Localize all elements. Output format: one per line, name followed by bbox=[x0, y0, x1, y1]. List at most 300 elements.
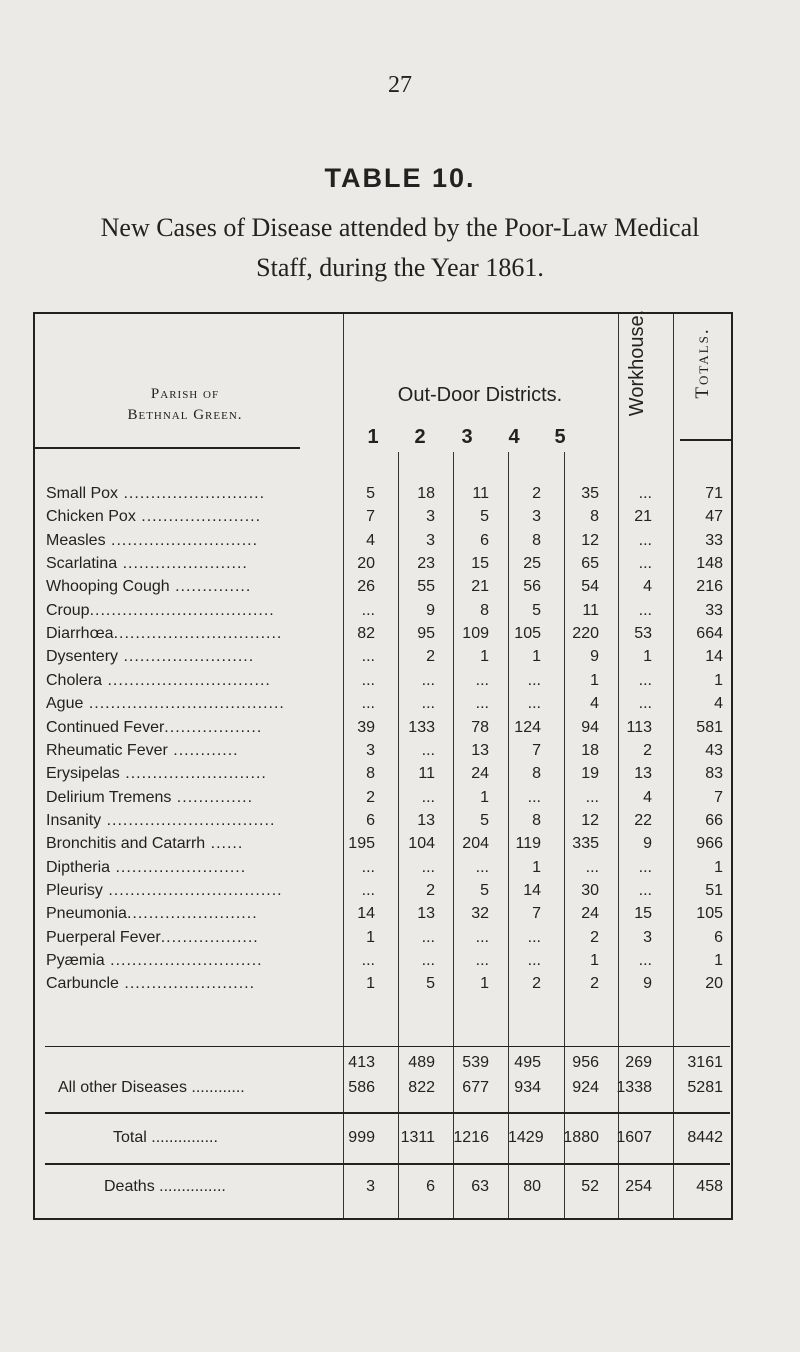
disease-label bbox=[46, 483, 336, 505]
table-cell: 33 bbox=[705, 531, 723, 549]
table-cell: 5 bbox=[426, 975, 435, 993]
table-cell: ... bbox=[475, 858, 489, 876]
table-cell: 1 bbox=[714, 858, 723, 876]
table-cell: ... bbox=[361, 858, 375, 876]
table-cell: 1 bbox=[480, 648, 489, 666]
table-row bbox=[0, 833, 800, 855]
table-cell: ... bbox=[638, 695, 652, 713]
table-row bbox=[0, 576, 800, 598]
table-row bbox=[0, 973, 800, 995]
leader-dots: .................. bbox=[164, 718, 263, 736]
table-cell: 15 bbox=[634, 905, 652, 923]
deaths-cell: 458 bbox=[696, 1178, 723, 1195]
table-cell: 20 bbox=[705, 975, 723, 993]
deaths-cell: 3 bbox=[366, 1178, 375, 1195]
disease-name: Erysipelas bbox=[46, 765, 120, 783]
table-cell: 3 bbox=[643, 928, 652, 946]
table-row bbox=[0, 903, 800, 925]
table-cell: 8 bbox=[366, 765, 375, 783]
table-cell: 9 bbox=[590, 648, 599, 666]
table-subtitle bbox=[40, 208, 760, 288]
table-cell: 23 bbox=[417, 555, 435, 573]
disease-label bbox=[46, 810, 336, 832]
disease-label bbox=[46, 833, 336, 855]
other-cell: 924 bbox=[572, 1079, 599, 1096]
other-cell: 677 bbox=[462, 1079, 489, 1096]
page-number: 27 bbox=[388, 72, 412, 98]
table-cell: 1 bbox=[643, 648, 652, 666]
table-title: TABLE 10. bbox=[324, 163, 476, 193]
deaths-row bbox=[0, 1176, 800, 1198]
disease-name: Diarrhœa bbox=[46, 625, 114, 643]
table-cell: ... bbox=[638, 671, 652, 689]
table-cell: ... bbox=[585, 788, 599, 806]
header-parish bbox=[40, 384, 330, 426]
leader-dots: ........................ bbox=[118, 648, 255, 666]
table-cell: 71 bbox=[705, 485, 723, 502]
total-cell: 1607 bbox=[616, 1129, 652, 1146]
table-cell: 1 bbox=[366, 928, 375, 946]
table-cell: ... bbox=[475, 952, 489, 969]
header-district-5: 5 bbox=[554, 426, 566, 448]
table-cell: ... bbox=[361, 695, 375, 713]
table-cell: 1 bbox=[480, 788, 489, 806]
header-workhouse: Workhouse. bbox=[626, 309, 648, 417]
disease-label bbox=[46, 553, 336, 575]
subtotal-cell: 956 bbox=[572, 1054, 599, 1071]
table-cell: ... bbox=[361, 952, 375, 969]
disease-label bbox=[46, 646, 336, 668]
table-cell: ... bbox=[421, 788, 435, 806]
table-cell: 104 bbox=[408, 835, 435, 853]
leader-dots: ............................ bbox=[104, 952, 263, 969]
table-cell: 12 bbox=[581, 531, 599, 549]
table-cell: 26 bbox=[357, 578, 375, 596]
table-cell: 2 bbox=[590, 975, 599, 993]
table-cell: 4 bbox=[643, 578, 652, 596]
table-cell: 94 bbox=[581, 718, 599, 736]
disease-name: Rheumatic Fever bbox=[46, 741, 168, 759]
other-diseases-row bbox=[0, 1077, 800, 1099]
disease-name: Whooping Cough bbox=[46, 578, 170, 596]
table-cell: 4 bbox=[590, 695, 599, 713]
other-cell: 934 bbox=[514, 1079, 541, 1096]
table-cell: ... bbox=[361, 881, 375, 899]
table-cell: 7 bbox=[366, 508, 375, 526]
deaths-text: Deaths bbox=[104, 1178, 155, 1195]
table-cell: 21 bbox=[634, 508, 652, 526]
total-rule bbox=[45, 1112, 730, 1114]
table-cell: 51 bbox=[705, 881, 723, 899]
table-cell: 105 bbox=[696, 905, 723, 923]
leader-dots: .................................... bbox=[83, 695, 285, 713]
table-cell: 82 bbox=[357, 625, 375, 643]
header-district-2: 2 bbox=[414, 426, 426, 448]
table-cell: 195 bbox=[348, 835, 375, 853]
table-cell: ... bbox=[638, 858, 652, 876]
table-cell: 55 bbox=[417, 578, 435, 596]
table-cell: 6 bbox=[480, 531, 489, 549]
leader-dots: .............................. bbox=[102, 671, 271, 689]
table-row bbox=[0, 670, 800, 692]
header-rule-right bbox=[680, 439, 732, 441]
leader-dots: ............................... bbox=[113, 625, 283, 643]
table-cell: ... bbox=[475, 695, 489, 713]
table-row bbox=[0, 506, 800, 528]
table-cell: 2 bbox=[426, 648, 435, 666]
table-cell: 11 bbox=[582, 601, 599, 619]
table-cell: 47 bbox=[705, 508, 723, 526]
table-cell: 8 bbox=[532, 531, 541, 549]
table-cell: 1 bbox=[366, 975, 375, 993]
table-cell: 109 bbox=[462, 625, 489, 643]
disease-label bbox=[46, 670, 336, 692]
deaths-label bbox=[104, 1176, 226, 1198]
table-row bbox=[0, 600, 800, 622]
table-cell: 966 bbox=[696, 835, 723, 853]
leader-dots: .............. bbox=[171, 788, 254, 806]
subtitle-line-1: New Cases of Disease attended by the Poor-Law Medical bbox=[100, 213, 700, 242]
table-row bbox=[0, 740, 800, 762]
total-cell: 1216 bbox=[453, 1129, 489, 1146]
table-cell: ... bbox=[585, 858, 599, 876]
table-row bbox=[0, 717, 800, 739]
table-row bbox=[0, 530, 800, 552]
table-cell: ... bbox=[421, 858, 435, 876]
total-cell: 8442 bbox=[687, 1129, 723, 1146]
leader-dots: .......................... bbox=[118, 485, 266, 502]
total-label bbox=[113, 1127, 218, 1149]
total-cell: 1311 bbox=[400, 1129, 435, 1146]
table-cell: 2 bbox=[532, 975, 541, 993]
table-cell: 22 bbox=[634, 811, 652, 829]
table-cell: 9 bbox=[426, 601, 435, 619]
total-row bbox=[0, 1127, 800, 1149]
table-row bbox=[0, 857, 800, 879]
table-cell: 66 bbox=[705, 811, 723, 829]
total-cell: 999 bbox=[348, 1129, 375, 1146]
disease-name: Diptheria bbox=[46, 858, 111, 876]
leader-dots: .............. bbox=[169, 578, 252, 596]
table-cell: 8 bbox=[480, 601, 489, 619]
disease-label bbox=[46, 506, 336, 528]
table-cell: ... bbox=[527, 788, 541, 806]
leader-dots: ........................... bbox=[105, 531, 259, 549]
table-cell: 2 bbox=[532, 485, 541, 502]
table-cell: 14 bbox=[357, 905, 375, 923]
table-cell: 2 bbox=[590, 928, 599, 946]
table-row bbox=[0, 810, 800, 832]
table-cell: 65 bbox=[581, 555, 599, 573]
table-cell: 6 bbox=[366, 811, 375, 829]
table-cell: 13 bbox=[471, 741, 489, 759]
table-cell: 20 bbox=[357, 555, 375, 573]
table-cell: 2 bbox=[426, 881, 435, 899]
total-cell: 1429 bbox=[508, 1129, 544, 1146]
table-cell: ... bbox=[421, 741, 435, 759]
table-cell: 8 bbox=[532, 765, 541, 783]
table-cell: ... bbox=[638, 485, 652, 502]
subtotal-cell: 539 bbox=[462, 1054, 489, 1071]
table-cell: 33 bbox=[705, 601, 723, 619]
disease-name: Puerperal Fever bbox=[46, 928, 161, 946]
disease-label bbox=[46, 950, 336, 972]
leader-dots: ........................ bbox=[118, 975, 256, 993]
table-cell: 13 bbox=[417, 905, 435, 923]
table-cell: 5 bbox=[532, 601, 541, 619]
table-cell: 56 bbox=[523, 578, 541, 596]
subtotal-cell: 489 bbox=[408, 1054, 435, 1071]
subtotal-cell: 3161 bbox=[687, 1054, 723, 1071]
other-cell: 586 bbox=[348, 1079, 375, 1096]
leader-dots: ................................ bbox=[102, 881, 283, 899]
table-cell: 53 bbox=[634, 625, 652, 643]
header-rule-left bbox=[35, 447, 300, 449]
disease-label bbox=[46, 787, 336, 809]
disease-name: Ague bbox=[46, 695, 84, 713]
subtotal-cell: 413 bbox=[348, 1054, 375, 1071]
table-cell: ... bbox=[361, 648, 375, 666]
table-cell: 1 bbox=[590, 952, 599, 969]
deaths-cell: 80 bbox=[523, 1178, 541, 1195]
table-cell: 4 bbox=[366, 531, 375, 549]
table-row bbox=[0, 646, 800, 668]
leader-dots: ........................ bbox=[110, 858, 247, 876]
header-totals: Totals. bbox=[692, 327, 713, 399]
table-cell: 4 bbox=[714, 695, 723, 713]
table-row bbox=[0, 787, 800, 809]
table-cell: ... bbox=[527, 695, 541, 713]
table-cell: 5 bbox=[480, 508, 489, 526]
table-cell: 664 bbox=[696, 625, 723, 643]
table-cell: 7 bbox=[532, 741, 541, 759]
disease-label bbox=[46, 880, 336, 902]
header-district-3: 3 bbox=[461, 426, 473, 448]
leader-dots: ............ bbox=[167, 741, 239, 759]
table-cell: 6 bbox=[714, 928, 723, 946]
other-diseases-label bbox=[58, 1077, 245, 1099]
table-row bbox=[0, 927, 800, 949]
table-cell: 25 bbox=[523, 555, 541, 573]
table-cell: 105 bbox=[514, 625, 541, 643]
disease-label bbox=[46, 740, 336, 762]
table-cell: 24 bbox=[581, 905, 599, 923]
table-cell: 13 bbox=[634, 765, 652, 783]
table-row bbox=[0, 880, 800, 902]
header-parish-line-2: Bethnal Green. bbox=[127, 407, 243, 423]
table-cell: 8 bbox=[532, 811, 541, 829]
total-cell: 1880 bbox=[563, 1129, 599, 1146]
disease-name: Bronchitis and Catarrh bbox=[46, 835, 206, 853]
table-cell: 3 bbox=[426, 508, 435, 526]
disease-name: Cholera bbox=[46, 671, 103, 689]
table-cell: ... bbox=[527, 952, 541, 969]
leader-dots: ............ bbox=[186, 1079, 245, 1096]
table-cell: 9 bbox=[643, 835, 652, 853]
table-cell: ... bbox=[638, 601, 652, 619]
table-cell: 15 bbox=[471, 555, 489, 573]
table-cell: 5 bbox=[480, 881, 489, 899]
table-cell: 216 bbox=[696, 578, 723, 596]
table-cell: 7 bbox=[532, 905, 541, 923]
table-cell: ... bbox=[475, 671, 489, 689]
table-cell: 2 bbox=[366, 788, 375, 806]
disease-name: Croup bbox=[46, 601, 90, 619]
table-cell: 54 bbox=[581, 578, 599, 596]
table-cell: 1 bbox=[532, 858, 541, 876]
leader-dots: ........................ bbox=[126, 905, 258, 923]
table-cell: ... bbox=[421, 671, 435, 689]
table-cell: 11 bbox=[418, 765, 435, 783]
table-cell: 39 bbox=[357, 718, 375, 736]
table-cell: 19 bbox=[581, 765, 599, 783]
table-cell: ... bbox=[527, 671, 541, 689]
table-cell: ... bbox=[638, 881, 652, 899]
table-cell: 4 bbox=[643, 788, 652, 806]
table-cell: ... bbox=[361, 671, 375, 689]
table-cell: ... bbox=[421, 928, 435, 946]
disease-label bbox=[46, 600, 336, 622]
table-cell: 581 bbox=[696, 718, 723, 736]
leader-dots: ............................... bbox=[101, 811, 276, 829]
table-cell: 12 bbox=[581, 811, 599, 829]
table-cell: 119 bbox=[515, 835, 541, 853]
disease-name: Dysentery bbox=[46, 648, 119, 666]
other-diseases-text: All other Diseases bbox=[58, 1079, 187, 1096]
table-cell: 78 bbox=[471, 718, 489, 736]
subtotal-cell: 495 bbox=[514, 1054, 541, 1071]
table-cell: 7 bbox=[714, 788, 723, 806]
subtitle-line-2: Staff, during the Year 1861. bbox=[256, 253, 544, 282]
disease-name: Insanity bbox=[46, 811, 102, 829]
leader-dots: .................. bbox=[160, 928, 259, 946]
deaths-cell: 63 bbox=[471, 1178, 489, 1195]
subtotal-row bbox=[0, 1052, 800, 1074]
disease-name: Continued Fever bbox=[46, 718, 165, 736]
table-cell: 1 bbox=[480, 975, 489, 993]
table-cell: 2 bbox=[643, 741, 652, 759]
leader-dots: ...... bbox=[205, 835, 244, 853]
header-district-4: 4 bbox=[508, 426, 520, 448]
table-cell: 220 bbox=[572, 625, 599, 643]
table-cell: 113 bbox=[626, 718, 652, 736]
disease-label bbox=[46, 717, 336, 739]
table-cell: 9 bbox=[643, 975, 652, 993]
table-row bbox=[0, 950, 800, 972]
disease-name: Pleurisy bbox=[46, 881, 103, 899]
disease-label bbox=[46, 973, 336, 995]
table-cell: 13 bbox=[417, 811, 435, 829]
subtotal-rule bbox=[45, 1046, 730, 1047]
table-cell: 148 bbox=[696, 555, 723, 573]
deaths-cell: 254 bbox=[625, 1178, 652, 1195]
total-text: Total bbox=[113, 1129, 147, 1146]
table-cell: 3 bbox=[366, 741, 375, 759]
table-cell: ... bbox=[421, 952, 435, 969]
leader-dots: .................................. bbox=[89, 601, 275, 619]
table-cell: 11 bbox=[472, 485, 489, 502]
header-district-1: 1 bbox=[367, 426, 379, 448]
disease-name: Pneumonia bbox=[46, 905, 127, 923]
disease-name: Pyæmia bbox=[46, 952, 105, 969]
table-cell: 1 bbox=[714, 952, 723, 969]
table-cell: 18 bbox=[581, 741, 599, 759]
table-cell: 95 bbox=[417, 625, 435, 643]
subtotal-cell: 269 bbox=[625, 1054, 652, 1071]
table-cell: 204 bbox=[462, 835, 489, 853]
table-cell: ... bbox=[361, 601, 375, 619]
table-cell: 14 bbox=[705, 648, 723, 666]
table-cell: 83 bbox=[705, 765, 723, 783]
table-cell: 8 bbox=[590, 508, 599, 526]
deaths-rule bbox=[45, 1163, 730, 1165]
table-cell: 1 bbox=[590, 671, 599, 689]
table-cell: 18 bbox=[417, 485, 435, 502]
table-cell: 43 bbox=[705, 741, 723, 759]
table-cell: 32 bbox=[471, 905, 489, 923]
disease-name: Scarlatina bbox=[46, 555, 118, 573]
other-cell: 5281 bbox=[687, 1079, 723, 1096]
table-cell: 14 bbox=[523, 881, 541, 899]
header-outdoor-districts: Out-Door Districts. bbox=[397, 384, 563, 406]
disease-name: Chicken Pox bbox=[46, 508, 136, 526]
disease-name: Delirium Tremens bbox=[46, 788, 172, 806]
table-cell: 5 bbox=[480, 811, 489, 829]
table-row bbox=[0, 483, 800, 505]
table-cell: 21 bbox=[471, 578, 489, 596]
leader-dots: ............... bbox=[154, 1178, 226, 1195]
table-row bbox=[0, 623, 800, 645]
table-cell: 124 bbox=[514, 718, 541, 736]
other-cell: 1338 bbox=[616, 1079, 652, 1096]
table-cell: 30 bbox=[581, 881, 599, 899]
table-cell: 1 bbox=[532, 648, 541, 666]
disease-label bbox=[46, 857, 336, 879]
table-cell: 24 bbox=[471, 765, 489, 783]
leader-dots: .......................... bbox=[119, 765, 267, 783]
leader-dots: ....................... bbox=[117, 555, 248, 573]
table-cell: 3 bbox=[532, 508, 541, 526]
table-row bbox=[0, 693, 800, 715]
table-cell: 133 bbox=[408, 718, 435, 736]
disease-label bbox=[46, 576, 336, 598]
table-row bbox=[0, 553, 800, 575]
leader-dots: ...................... bbox=[135, 508, 262, 526]
other-cell: 822 bbox=[408, 1079, 435, 1096]
disease-label bbox=[46, 927, 336, 949]
table-cell: ... bbox=[638, 952, 652, 969]
table-cell: 35 bbox=[581, 485, 599, 502]
disease-label bbox=[46, 623, 336, 645]
table-cell: 1 bbox=[714, 671, 723, 689]
deaths-cell: 6 bbox=[426, 1178, 435, 1195]
disease-label bbox=[46, 763, 336, 785]
table-cell: ... bbox=[475, 928, 489, 946]
disease-label bbox=[46, 530, 336, 552]
table-cell: ... bbox=[421, 695, 435, 713]
table-row bbox=[0, 763, 800, 785]
table-cell: ... bbox=[638, 531, 652, 549]
header-parish-line-1: Parish of bbox=[150, 386, 220, 402]
table-cell: 335 bbox=[572, 835, 599, 853]
disease-label bbox=[46, 693, 336, 715]
deaths-cell: 52 bbox=[581, 1178, 599, 1195]
disease-name: Measles bbox=[46, 531, 106, 549]
leader-dots: ............... bbox=[146, 1129, 218, 1146]
table-cell: ... bbox=[527, 928, 541, 946]
disease-name: Small Pox bbox=[46, 485, 119, 502]
table-cell: 5 bbox=[366, 485, 375, 502]
